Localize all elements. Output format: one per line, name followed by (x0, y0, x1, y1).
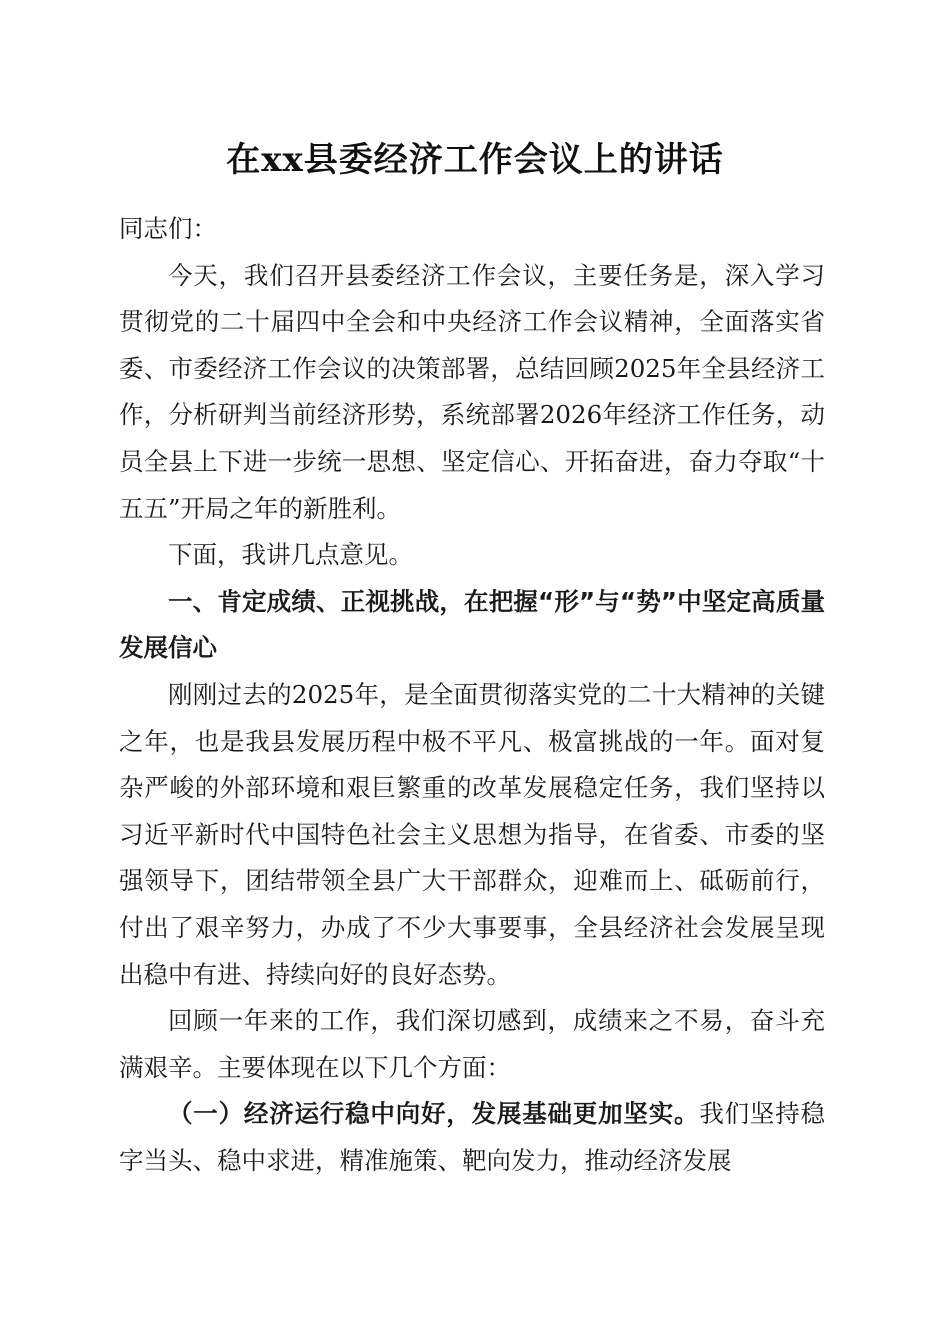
document-title: 在xx县委经济工作会议上的讲话 (226, 140, 724, 180)
subsection-heading: （一）经济运行稳中向好，发展基础更加坚实。 (168, 1099, 700, 1129)
body-paragraph: 今天，我们召开县委经济工作会议，主要任务是，深入学习贯彻党的二十届四中全会和中央经济工作会议精神，全面落实省委、市委经济工作会议的决策部署，总结回顾2025年全县经济工作，分析研判当前经济形势，系统部署2026年经济工作任务，动员全县上下进一步统一思想、坚定信心、开拓奋进，奋力夺取“十五五”开局之年的新胜利。 (119, 260, 825, 523)
body-paragraph: 回顾一年来的工作，我们深切感到，成绩来之不易，奋斗充满艰辛。主要体现在以下几个方面： (119, 1006, 825, 1082)
salutation: 同志们： (119, 214, 217, 243)
subsection-paragraph (119, 1091, 825, 1184)
subsection-text: 我们坚持稳字当头、稳中求进，精准施策、靶向发力，推动经济发展 (119, 1099, 826, 1175)
document-body (119, 206, 825, 1184)
body-paragraph: 刚刚过去的2025年，是全面贯彻落实党的二十大精神的关键之年，也是我县发展历程中极不平凡、极富挑战的一年。面对复杂严峻的外部环境和艰巨繁重的改革发展稳定任务，我们坚持以习近平新时代中国特色社会主义思想为指导，在省委、市委的坚强领导下，团结带领全县广大干部群众，迎难而上、砥砺前行，付出了艰辛努力，办成了不少大事要事，全县经济社会发展呈现出稳中有进、持续向好的良好态势。 (119, 679, 825, 989)
section-heading: 一、肯定成绩、正视挑战，在把握“形”与“势”中坚定高质量发展信心 (119, 586, 825, 663)
body-paragraph: 下面，我讲几点意见。 (168, 540, 413, 570)
